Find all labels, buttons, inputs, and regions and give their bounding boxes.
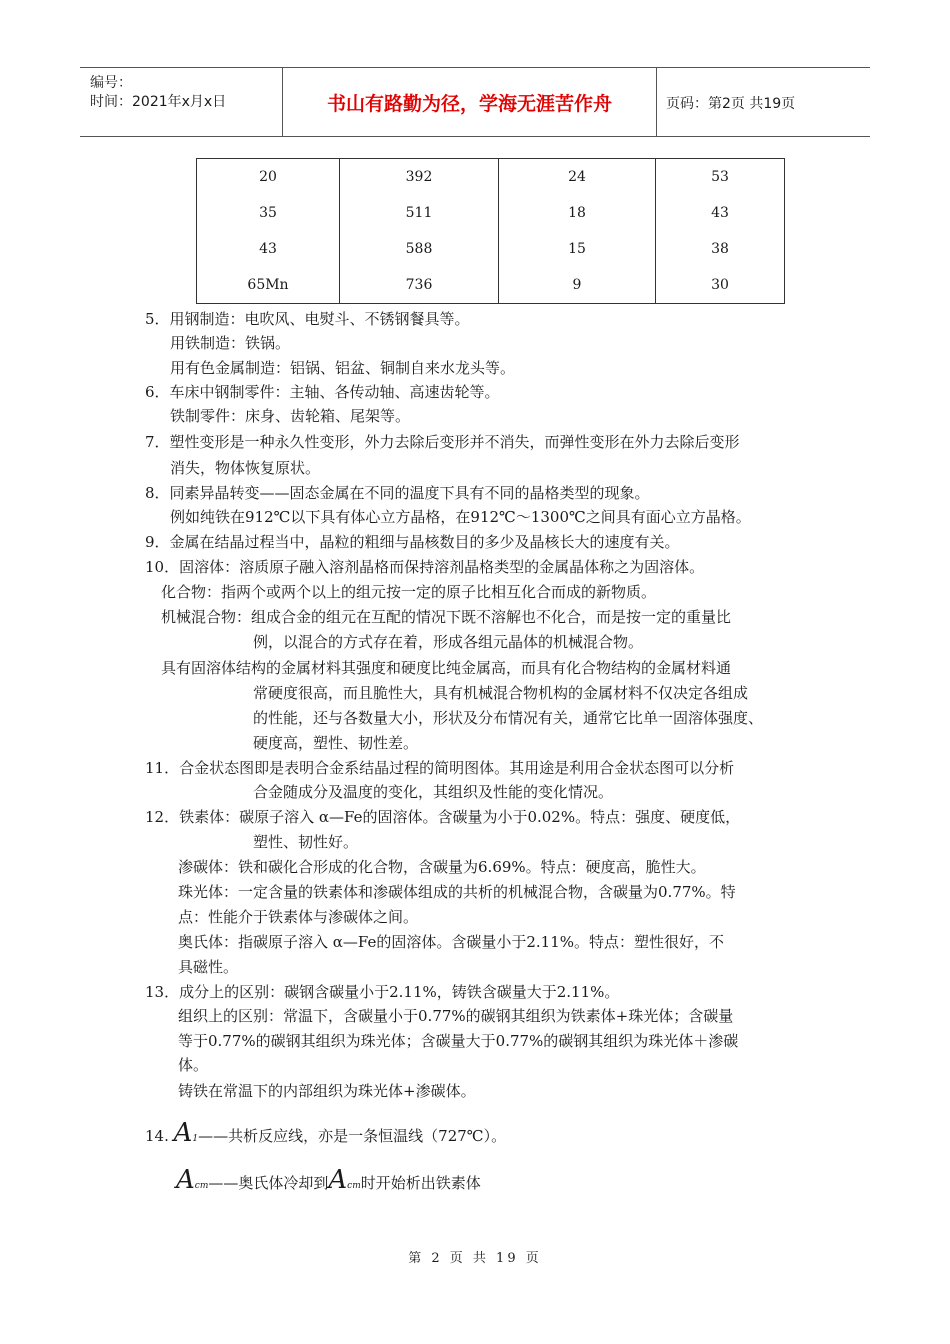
number-label: 编号： — [90, 75, 132, 91]
text-line: 例如纯铁在912℃以下具有体心立方晶格，在912℃～1300℃之间具有面心立方晶格。 — [170, 508, 751, 526]
text-line: 用有色金属制造：铝锅、铝盆、铜制自来水龙头等。 — [170, 359, 516, 377]
text-line: 硬度高，塑性、韧性差。 — [253, 734, 419, 752]
steel-properties-table — [196, 158, 785, 304]
table-cell: 392 — [340, 159, 499, 196]
page-info: 页码：第2页 共19页 — [666, 96, 796, 112]
table-row — [197, 267, 785, 304]
text-line: 铁制零件：床身、齿轮箱、尾架等。 — [170, 407, 411, 425]
text-line: 具有固溶体结构的金属材料其强度和硬度比纯金属高，而具有化合物结构的金属材料通 — [161, 659, 732, 677]
table-cell: 15 — [499, 231, 656, 267]
text-line: 铸铁在常温下的内部组织为珠光体+渗碳体。 — [178, 1082, 476, 1100]
text-line: 10．固溶体：溶质原子融入溶剂晶格而保持溶剂晶格类型的金属晶体称之为固溶体。 — [145, 558, 705, 576]
acm-definition-end: 时开始析出铁素体 — [360, 1174, 481, 1192]
table-cell: 43 — [656, 195, 785, 231]
a1-definition: ——共析反应线，亦是一条恒温线（727℃）。 — [198, 1127, 507, 1145]
text-line: 常硬度很高，而且脆性大，具有机械混合物机构的金属材料不仅决定各组成 — [253, 684, 749, 702]
table-cell: 736 — [340, 267, 499, 304]
table-cell: 30 — [656, 267, 785, 304]
table-cell: 511 — [340, 195, 499, 231]
text-line: 渗碳体：铁和碳化合形成的化合物，含碳量为6.69%。特点：硬度高，脆性大。 — [178, 858, 706, 876]
text-line: 用铁制造：铁锅。 — [170, 334, 291, 352]
text-line: 合金随成分及温度的变化，其组织及性能的变化情况。 — [253, 783, 614, 801]
acm-symbol-2: A — [328, 1165, 348, 1195]
a1-symbol: A — [173, 1118, 193, 1148]
item-14-line1 — [145, 1118, 506, 1154]
table-cell: 38 — [656, 231, 785, 267]
text-line: 消失，物体恢复原状。 — [170, 459, 321, 477]
text-line: 奥氏体：指碳原子溶入 α—Fe的固溶体。含碳量小于2.11%。特点：塑性很好，不 — [178, 933, 725, 951]
table-cell: 24 — [499, 159, 656, 196]
text-line: 具磁性。 — [178, 958, 239, 976]
table-row — [197, 231, 785, 267]
text-line: 13．成分上的区别：碳钢含碳量小于2.11%，铸铁含碳量大于2.11%。 — [145, 983, 620, 1001]
header-meta — [80, 68, 283, 136]
text-line: 化合物：指两个或两个以上的组元按一定的原子比相互化合而成的新物质。 — [161, 583, 657, 601]
table-row — [197, 159, 785, 196]
text-line: 的性能，还与各数量大小，形状及分布情况有关，通常它比单一固溶体强度、 — [253, 709, 764, 727]
a1-subscript: 1 — [192, 1134, 199, 1144]
acm-symbol: A — [176, 1165, 195, 1195]
text-line: 机械混合物：组成合金的组元在互配的情况下既不溶解也不化合，而是按一定的重量比 — [161, 608, 732, 626]
text-line: 8．同素异晶转变——固态金属在不同的温度下具有不同的晶格类型的现象。 — [145, 484, 650, 502]
acm-definition: ——奥氏体冷却到 — [208, 1174, 329, 1192]
text-line: 11．合金状态图即是表明合金系结晶过程的简明图体。其用途是利用合金状态图可以分析 — [145, 759, 735, 777]
table-cell: 43 — [197, 231, 340, 267]
acm-subscript: cm — [194, 1181, 209, 1191]
text-line: 组织上的区别：常温下，含碳量小于0.77%的碳钢其组织为铁素体+珠光体；含碳量 — [178, 1007, 734, 1025]
text-line: 9．金属在结晶过程当中，晶粒的粗细与晶核数目的多少及晶核长大的速度有关。 — [145, 533, 680, 551]
table-cell: 53 — [656, 159, 785, 196]
table-cell: 588 — [340, 231, 499, 267]
table-row — [197, 195, 785, 231]
acm-subscript-2: cm — [347, 1181, 361, 1191]
table-cell: 65Mn — [197, 267, 340, 304]
text-line: 12．铁素体：碳原子溶入 α—Fe的固溶体。含碳量为小于0.02%。特点：强度、硬度低， — [145, 808, 741, 826]
text-line: 等于0.77%的碳钢其组织为珠光体；含碳量大于0.77%的碳钢其组织为珠光体＋渗碳 — [178, 1032, 739, 1050]
text-line: 体。 — [178, 1056, 209, 1074]
table-cell: 35 — [197, 195, 340, 231]
motto: 书山有路勤为径，学海无涯苦作舟 — [283, 68, 657, 136]
table-cell: 18 — [499, 195, 656, 231]
text-line: 珠光体：一定含量的铁素体和渗碳体组成的共析的机械混合物，含碳量为0.77%。特 — [178, 883, 736, 901]
page-footer: 第 2 页 共 19 页 — [408, 1251, 542, 1266]
text-line: 例，以混合的方式存在着，形成各组元晶体的机械混合物。 — [253, 633, 644, 651]
time-label: 时间：2021年x月x日 — [90, 94, 227, 110]
item-14-line2 — [176, 1165, 481, 1201]
text-line: 点：性能介于铁素体与渗碳体之间。 — [178, 908, 419, 926]
text-line: 6．车床中钢制零件：主轴、各传动轴、高速齿轮等。 — [145, 383, 500, 401]
table-cell: 9 — [499, 267, 656, 304]
page-header — [80, 67, 870, 137]
text-line: 塑性、韧性好。 — [253, 833, 359, 851]
text-line: 7．塑性变形是一种永久性变形，外力去除后变形并不消失，而弹性变形在外力去除后变形 — [145, 433, 740, 451]
text-line: 5．用钢制造：电吹风、电熨斗、不锈钢餐具等。 — [145, 310, 470, 328]
table-cell: 20 — [197, 159, 340, 196]
item-14-number: 14. — [145, 1127, 169, 1145]
